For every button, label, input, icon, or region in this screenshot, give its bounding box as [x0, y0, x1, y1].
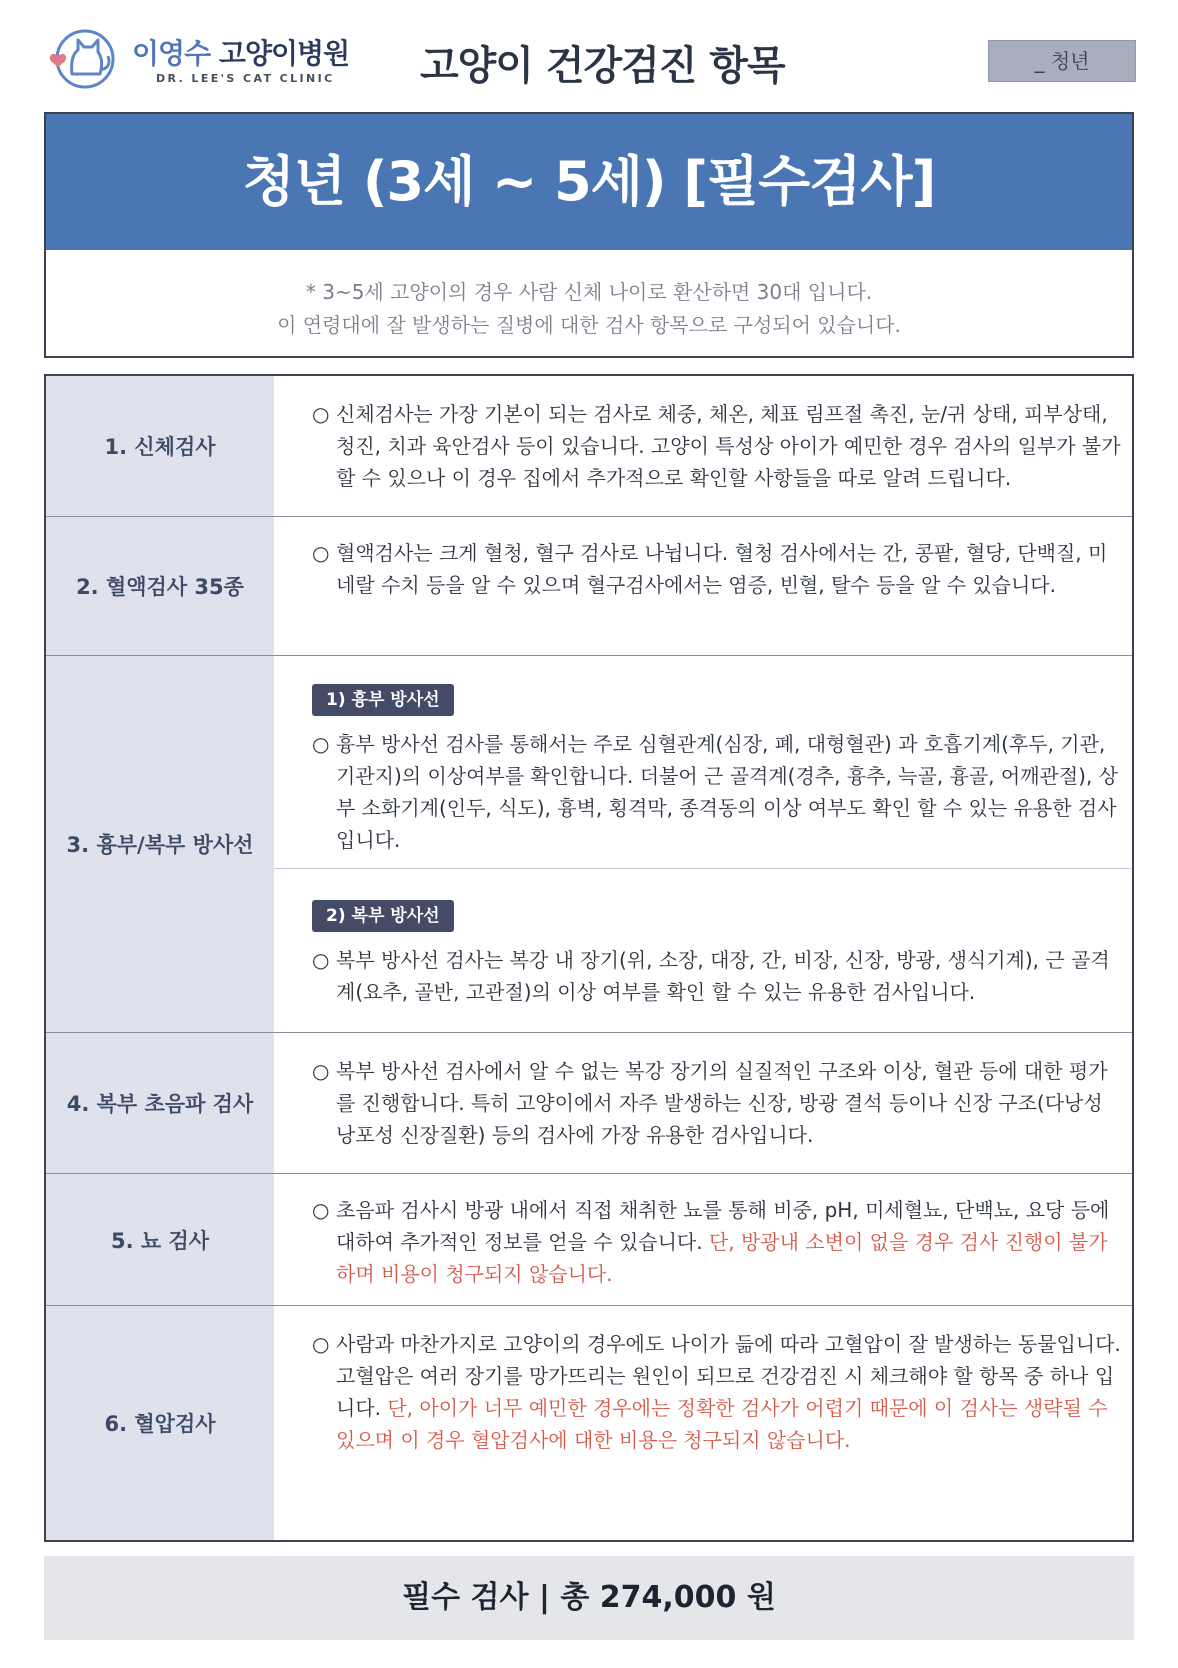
chest-xray-tag: 1) 흉부 방사선: [312, 684, 454, 716]
clinic-name-part2: 고양이병원: [210, 37, 350, 70]
description-paragraph: [312, 1055, 1122, 1151]
exam-row-blood: [46, 517, 1132, 656]
description-paragraph: [312, 1194, 1122, 1290]
clinic-logo: [48, 26, 348, 92]
cat-heart-logo-icon: [48, 26, 122, 92]
clinic-name: [132, 32, 349, 72]
exam-row-blood-pressure: [46, 1306, 1132, 1540]
description-text: 흉부 방사선 검사를 통해서는 주로 심혈관계(심장, 폐, 대형혈관) 과 호흡기계(후두, 기관, 기관지)의 이상여부를 확인합니다. 더불어 근 골격계(경추, 흉추, 늑골, 흉골, 어깨관절), 상부 소화기계(인두, 식도), 흉벽, 횡격막, 종격동의 이상 여부도 확인 할 수 있는 유용한 검사입니다.: [336, 732, 1119, 852]
circle-bullet-icon: ○: [312, 732, 330, 756]
circle-bullet-icon: ○: [312, 541, 330, 565]
abdominal-xray-paragraph: [312, 944, 1122, 1008]
total-price-bar: 필수 검사 | 총 274,000 원: [44, 1556, 1134, 1640]
clinic-name-part1: 이영수: [132, 37, 211, 70]
age-note-line1: * 3~5세 고양이의 경우 사람 신체 나이로 환산하면 30대 입니다.: [305, 280, 873, 304]
clinic-name-english: DR. LEE'S CAT CLINIC: [156, 72, 335, 85]
exam-row-physical: [46, 376, 1132, 517]
warning-text: 단, 아이가 너무 예민한 경우에는 정확한 검사가 어렵기 때문에 이 검사는 생략될 수 있으며 이 경우 혈압검사에 대한 비용은 청구되지 않습니다.: [336, 1396, 1108, 1452]
exam-description: [274, 517, 1132, 655]
exam-row-urine: [46, 1174, 1132, 1306]
exam-row-ultrasound: [46, 1033, 1132, 1174]
exam-description: [274, 1306, 1132, 1540]
description-text: [312, 1194, 1122, 1290]
document-title: 고양이 건강검진 항목: [420, 43, 785, 89]
circle-bullet-icon: ○: [312, 1059, 330, 1083]
description-main: 초음파 검사시 방광 내에서 직접 채취한 뇨를 통해 비중, pH, 미세혈뇨, 단백뇨, 요당 등에 대하여 추가적인 정보를 얻을 수 있습니다.: [336, 1198, 1110, 1254]
warning-text: 단, 방광내 소변이 없을 경우 검사 진행이 불가하며 비용이 청구되지 않습니다.: [336, 1230, 1108, 1286]
description-main: 사람과 마찬가지로 고양이의 경우에도 나이가 듦에 따라 고혈압이 잘 발생하는 동물입니다. 고혈압은 여러 장기를 망가뜨리는 원인이 되므로 건강검진 시 체크해야 할 항목 중 하나 입니다.: [336, 1332, 1121, 1420]
section-heading: 청년 (3세 ~ 5세) [필수검사]: [46, 114, 1132, 250]
exam-row-xray: [46, 656, 1132, 1033]
exam-description: [274, 1174, 1132, 1305]
exam-description: [274, 376, 1132, 516]
circle-bullet-icon: ○: [312, 402, 330, 426]
exam-label: 4. 복부 초음파 검사: [46, 1033, 274, 1173]
circle-bullet-icon: ○: [312, 1332, 330, 1356]
description-text: 신체검사는 가장 기본이 되는 검사로 체중, 체온, 체표 림프절 촉진, 눈/귀 상태, 피부상태, 청진, 치과 육안검사 등이 있습니다. 고양이 특성상 아이가 예민한 경우 검사의 일부가 불가할 수 있으나 이 경우 집에서 추가적으로 확인할 사항들을 따로 알려 드립니다.: [336, 402, 1121, 490]
exam-label: 3. 흉부/복부 방사선: [46, 656, 274, 1032]
description-paragraph: [312, 1328, 1122, 1456]
chest-xray-paragraph: [312, 728, 1122, 856]
exam-label: 2. 혈액검사 35종: [46, 517, 274, 655]
circle-bullet-icon: ○: [312, 948, 330, 972]
abdominal-xray-tag: 2) 복부 방사선: [312, 900, 454, 932]
description-text: 복부 방사선 검사는 복강 내 장기(위, 소장, 대장, 간, 비장, 신장, 방광, 생식기계), 근 골격계(요추, 골반, 고관절)의 이상 여부를 확인 할 수 있는 유용한 검사입니다.: [336, 948, 1110, 1004]
exam-label: 1. 신체검사: [46, 376, 274, 516]
description-text: 복부 방사선 검사에서 알 수 없는 복강 장기의 실질적인 구조와 이상, 혈관 등에 대한 평가를 진행합니다. 특히 고양이에서 자주 발생하는 신장, 방광 결석 등이나 신장 구조(다낭성 낭포성 신장질환) 등의 검사에 가장 유용한 검사입니다.: [336, 1059, 1108, 1147]
age-note: [46, 250, 1132, 342]
circle-bullet-icon: ○: [312, 1198, 330, 1222]
exam-label: 5. 뇨 검사: [46, 1174, 274, 1305]
sub-section-divider: [274, 868, 1132, 869]
description-paragraph: [312, 537, 1122, 601]
exam-description: [274, 1033, 1132, 1173]
page-header: [0, 0, 1178, 105]
description-text: 혈액검사는 크게 혈청, 혈구 검사로 나뉩니다. 혈청 검사에서는 간, 콩팥, 혈당, 단백질, 미네랄 수치 등을 알 수 있으며 혈구검사에서는 염증, 빈혈, 탈수 등을 알 수 있습니다.: [336, 541, 1108, 597]
title-block: [44, 112, 1134, 358]
description-text: [312, 1328, 1122, 1456]
age-note-line2: 이 연령대에 잘 발생하는 질병에 대한 검사 항목으로 구성되어 있습니다.: [277, 313, 901, 337]
description-paragraph: [312, 398, 1122, 494]
exam-label: 6. 혈압검사: [46, 1306, 274, 1540]
exam-table: [44, 374, 1134, 1542]
age-group-badge: _ 청년: [988, 40, 1136, 82]
exam-description: [274, 656, 1132, 1032]
